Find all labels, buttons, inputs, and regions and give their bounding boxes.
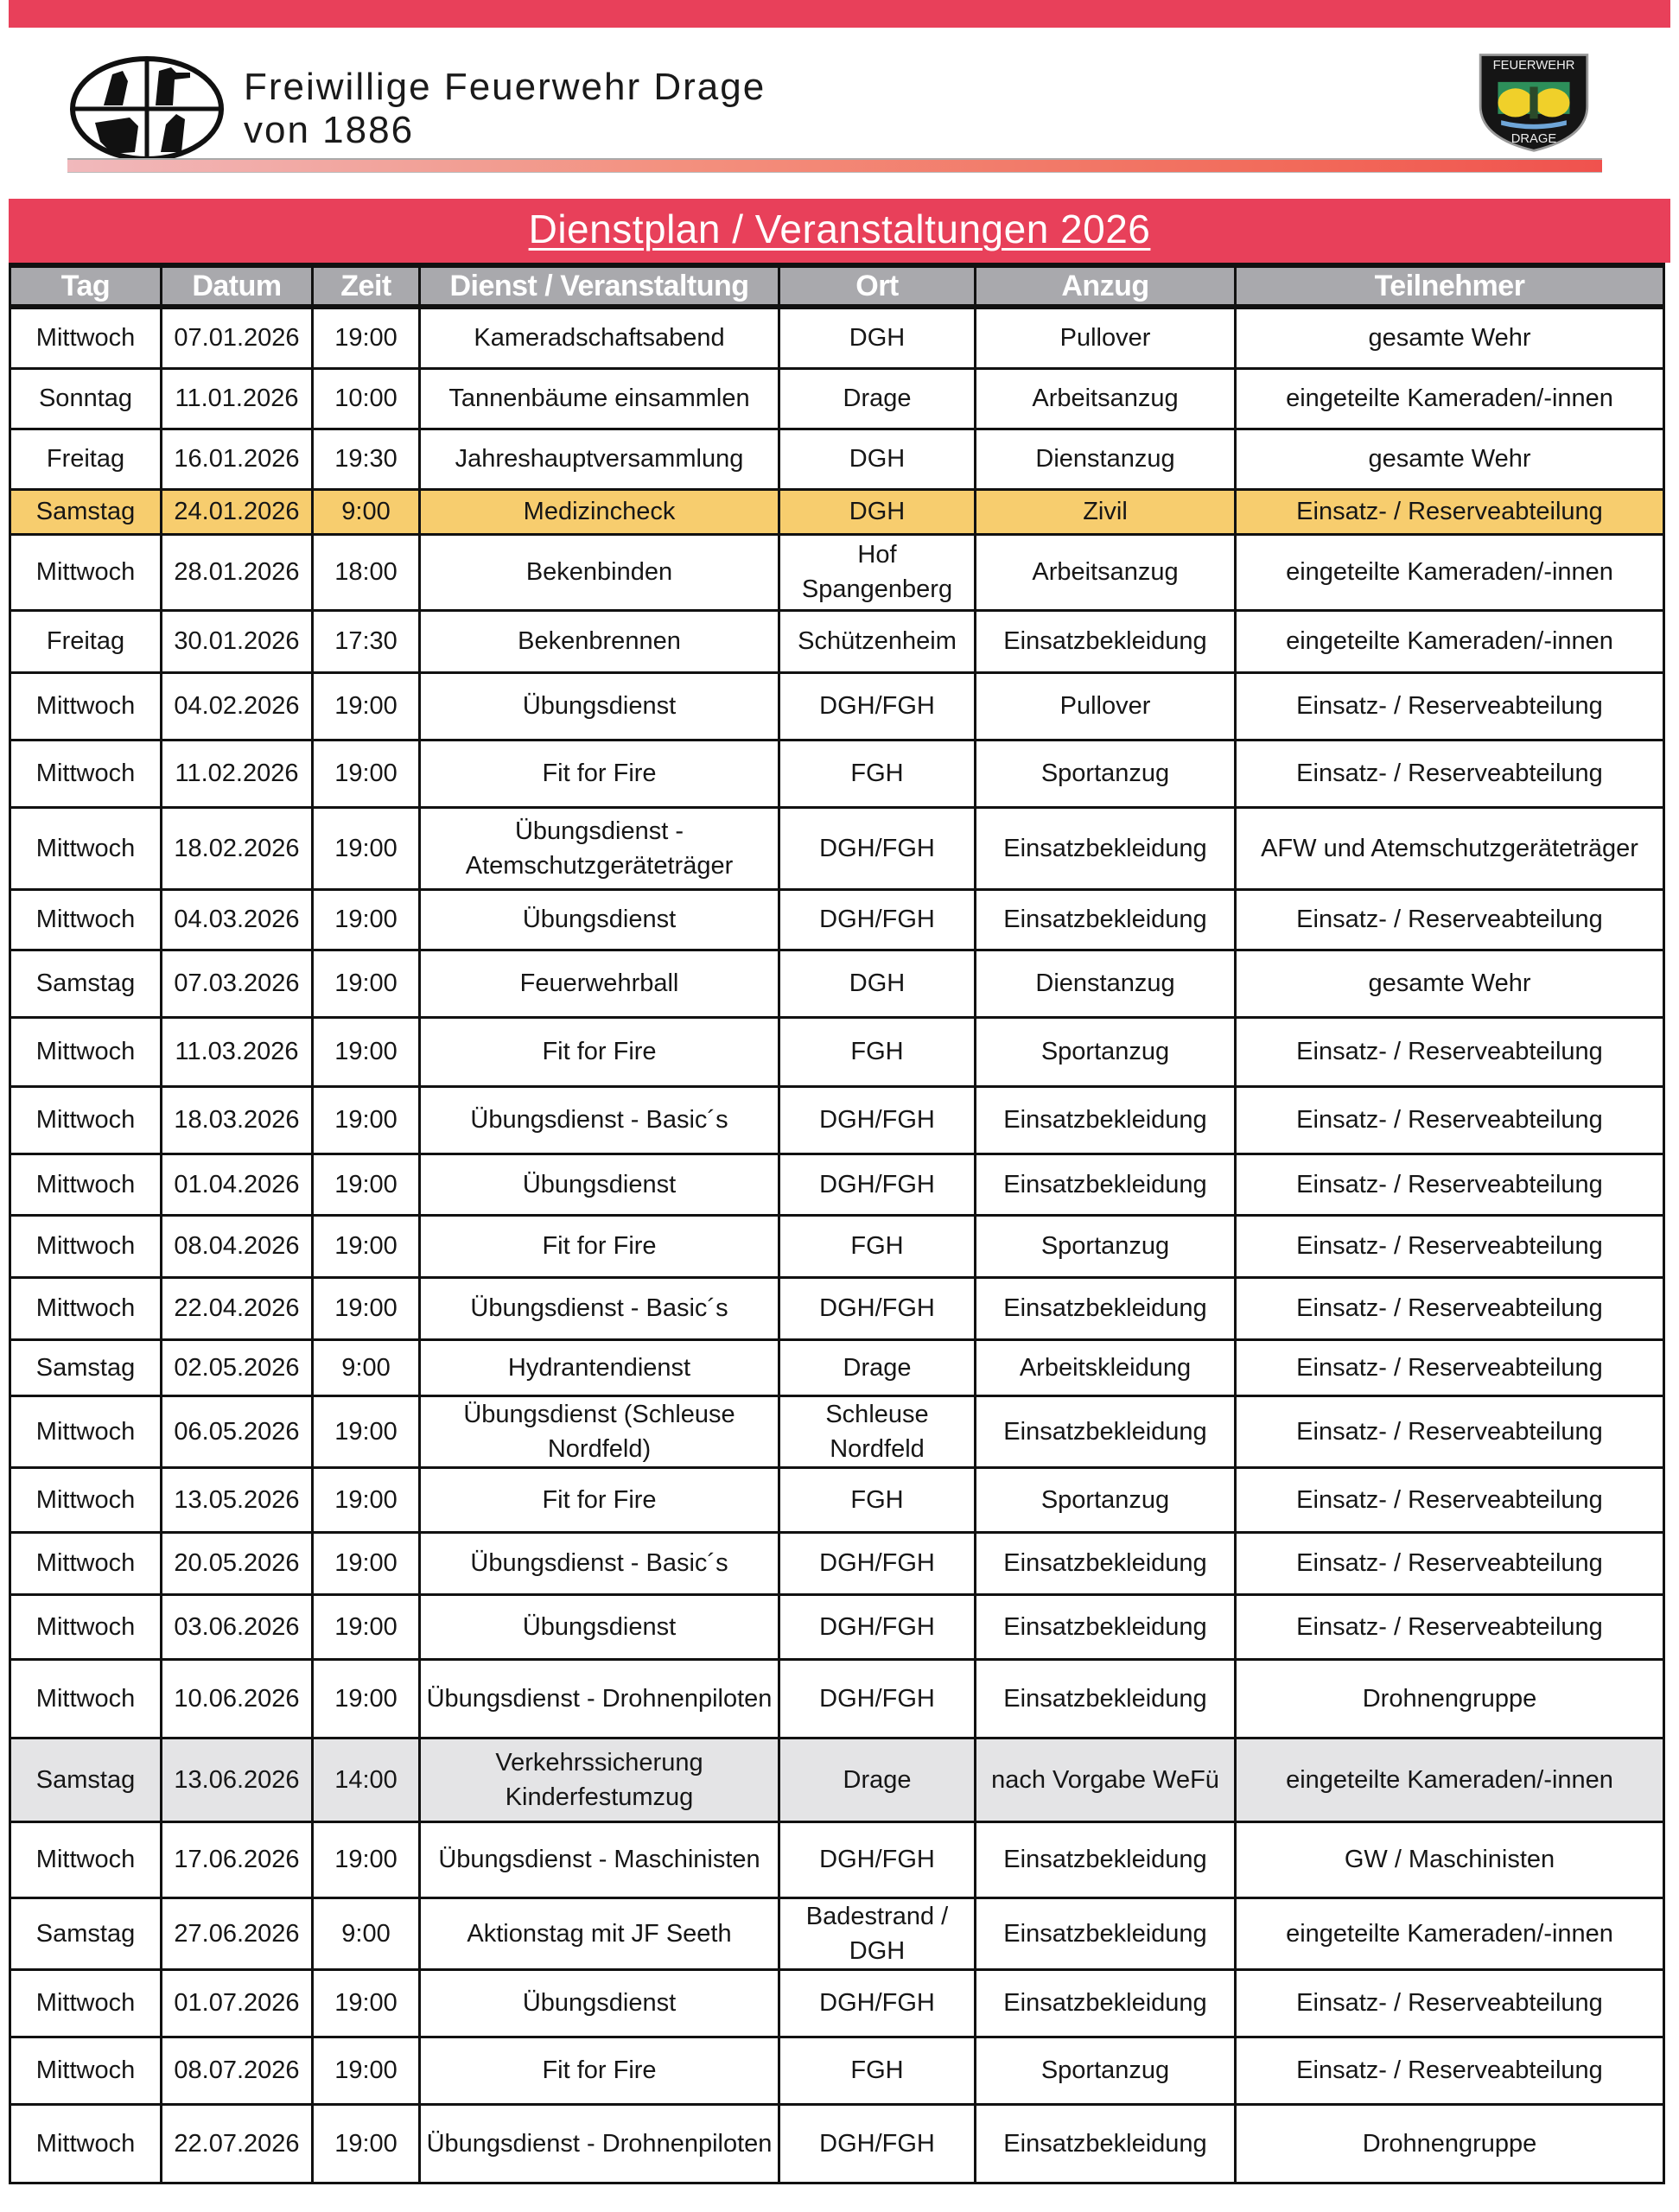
cell-teilnehmer: eingeteilte Kameraden/-innen bbox=[1236, 1738, 1664, 1821]
table-row bbox=[10, 950, 1664, 1017]
column-header-dienst: Dienst / Veranstaltung bbox=[420, 265, 779, 307]
cell-zeit: 19:00 bbox=[313, 889, 420, 950]
cell-dienst: Bekenbinden bbox=[420, 534, 779, 610]
cell-zeit: 19:30 bbox=[313, 429, 420, 489]
cell-anzug: Sportanzug bbox=[976, 1467, 1236, 1532]
cell-dienst: Fit for Fire bbox=[420, 2037, 779, 2104]
cell-teilnehmer: gesamte Wehr bbox=[1236, 429, 1664, 489]
table-row bbox=[10, 1215, 1664, 1277]
cell-dienst: Übungsdienst - Maschinisten bbox=[420, 1821, 779, 1897]
cell-zeit: 19:00 bbox=[313, 807, 420, 889]
table-row bbox=[10, 1339, 1664, 1395]
cell-anzug: Einsatzbekleidung bbox=[976, 1086, 1236, 1154]
cell-anzug: Einsatzbekleidung bbox=[976, 889, 1236, 950]
cell-dienst: Übungsdienst - Drohnenpiloten bbox=[420, 2104, 779, 2183]
cell-anzug: Einsatzbekleidung bbox=[976, 1395, 1236, 1467]
cell-anzug: Einsatzbekleidung bbox=[976, 1532, 1236, 1594]
header-divider bbox=[67, 158, 1602, 173]
cell-datum: 22.04.2026 bbox=[162, 1277, 313, 1339]
cell-anzug: Zivil bbox=[976, 489, 1236, 534]
cell-tag: Mittwoch bbox=[10, 1086, 162, 1154]
cell-tag: Mittwoch bbox=[10, 1969, 162, 2037]
cell-anzug: Einsatzbekleidung bbox=[976, 1154, 1236, 1215]
cell-anzug: Einsatzbekleidung bbox=[976, 1277, 1236, 1339]
table-row bbox=[10, 1897, 1664, 1969]
column-header-datum: Datum bbox=[162, 265, 313, 307]
cell-dienst: Kameradschaftsabend bbox=[420, 307, 779, 368]
cell-tag: Mittwoch bbox=[10, 1659, 162, 1738]
table-row bbox=[10, 1017, 1664, 1086]
cell-datum: 17.06.2026 bbox=[162, 1821, 313, 1897]
cell-datum: 07.01.2026 bbox=[162, 307, 313, 368]
cell-datum: 13.06.2026 bbox=[162, 1738, 313, 1821]
cell-ort: DGH/FGH bbox=[779, 1594, 976, 1659]
column-header-anzug: Anzug bbox=[976, 265, 1236, 307]
cell-tag: Mittwoch bbox=[10, 1395, 162, 1467]
cell-tag: Samstag bbox=[10, 1339, 162, 1395]
cell-teilnehmer: Einsatz- / Reserveabteilung bbox=[1236, 1467, 1664, 1532]
cell-zeit: 19:00 bbox=[313, 1467, 420, 1532]
cell-tag: Mittwoch bbox=[10, 672, 162, 740]
cell-datum: 02.05.2026 bbox=[162, 1339, 313, 1395]
cell-datum: 18.03.2026 bbox=[162, 1086, 313, 1154]
cell-datum: 24.01.2026 bbox=[162, 489, 313, 534]
cell-teilnehmer: Einsatz- / Reserveabteilung bbox=[1236, 740, 1664, 807]
cell-ort: Badestrand / DGH bbox=[779, 1897, 976, 1969]
cell-teilnehmer: Drohnengruppe bbox=[1236, 1659, 1664, 1738]
cell-ort: DGH/FGH bbox=[779, 807, 976, 889]
table-header-row bbox=[10, 265, 1664, 307]
cell-zeit: 19:00 bbox=[313, 1017, 420, 1086]
cell-zeit: 19:00 bbox=[313, 2104, 420, 2183]
cell-zeit: 19:00 bbox=[313, 1277, 420, 1339]
cell-anzug: Pullover bbox=[976, 672, 1236, 740]
cell-anzug: Einsatzbekleidung bbox=[976, 1594, 1236, 1659]
cell-dienst: Fit for Fire bbox=[420, 1467, 779, 1532]
cell-teilnehmer: eingeteilte Kameraden/-innen bbox=[1236, 534, 1664, 610]
table-row bbox=[10, 1532, 1664, 1594]
cell-datum: 03.06.2026 bbox=[162, 1594, 313, 1659]
cell-ort: DGH/FGH bbox=[779, 1086, 976, 1154]
cell-zeit: 19:00 bbox=[313, 1086, 420, 1154]
firefighter-emblem-icon bbox=[69, 55, 225, 162]
cell-teilnehmer: Einsatz- / Reserveabteilung bbox=[1236, 889, 1664, 950]
cell-datum: 30.01.2026 bbox=[162, 610, 313, 672]
cell-anzug: Pullover bbox=[976, 307, 1236, 368]
cell-ort: FGH bbox=[779, 740, 976, 807]
cell-anzug: Arbeitskleidung bbox=[976, 1339, 1236, 1395]
cell-datum: 20.05.2026 bbox=[162, 1532, 313, 1594]
cell-anzug: Einsatzbekleidung bbox=[976, 1897, 1236, 1969]
cell-anzug: Arbeitsanzug bbox=[976, 534, 1236, 610]
cell-ort: Drage bbox=[779, 368, 976, 429]
cell-teilnehmer: Einsatz- / Reserveabteilung bbox=[1236, 1215, 1664, 1277]
cell-dienst: Übungsdienst (Schleuse Nordfeld) bbox=[420, 1395, 779, 1467]
cell-teilnehmer: Einsatz- / Reserveabteilung bbox=[1236, 1969, 1664, 2037]
table-row bbox=[10, 610, 1664, 672]
cell-dienst: Übungsdienst bbox=[420, 1154, 779, 1215]
cell-zeit: 9:00 bbox=[313, 1339, 420, 1395]
cell-tag: Freitag bbox=[10, 610, 162, 672]
cell-dienst: Übungsdienst bbox=[420, 889, 779, 950]
cell-zeit: 19:00 bbox=[313, 307, 420, 368]
cell-ort: Hof Spangenberg bbox=[779, 534, 976, 610]
cell-datum: 08.04.2026 bbox=[162, 1215, 313, 1277]
cell-tag: Mittwoch bbox=[10, 1821, 162, 1897]
cell-tag: Mittwoch bbox=[10, 1532, 162, 1594]
cell-ort: Schützenheim bbox=[779, 610, 976, 672]
cell-dienst: Übungsdienst - Basic´s bbox=[420, 1277, 779, 1339]
shield-top-text: FEUERWEHR bbox=[1492, 59, 1575, 73]
cell-tag: Mittwoch bbox=[10, 1017, 162, 1086]
cell-teilnehmer: Einsatz- / Reserveabteilung bbox=[1236, 672, 1664, 740]
cell-zeit: 10:00 bbox=[313, 368, 420, 429]
table-row bbox=[10, 1467, 1664, 1532]
cell-tag: Mittwoch bbox=[10, 740, 162, 807]
cell-anzug: Einsatzbekleidung bbox=[976, 807, 1236, 889]
cell-anzug: Einsatzbekleidung bbox=[976, 610, 1236, 672]
cell-teilnehmer: GW / Maschinisten bbox=[1236, 1821, 1664, 1897]
cell-teilnehmer: Einsatz- / Reserveabteilung bbox=[1236, 1017, 1664, 1086]
cell-teilnehmer: Einsatz- / Reserveabteilung bbox=[1236, 2037, 1664, 2104]
table-row bbox=[10, 1086, 1664, 1154]
column-header-teilnehmer: Teilnehmer bbox=[1236, 265, 1664, 307]
cell-ort: DGH bbox=[779, 307, 976, 368]
cell-ort: DGH/FGH bbox=[779, 1532, 976, 1594]
cell-teilnehmer: Einsatz- / Reserveabteilung bbox=[1236, 1339, 1664, 1395]
cell-tag: Mittwoch bbox=[10, 889, 162, 950]
cell-ort: FGH bbox=[779, 2037, 976, 2104]
cell-teilnehmer: Einsatz- / Reserveabteilung bbox=[1236, 1277, 1664, 1339]
cell-ort: DGH/FGH bbox=[779, 1277, 976, 1339]
cell-ort: DGH/FGH bbox=[779, 1154, 976, 1215]
title-band bbox=[9, 199, 1670, 263]
cell-anzug: Einsatzbekleidung bbox=[976, 1969, 1236, 2037]
cell-anzug: Einsatzbekleidung bbox=[976, 1659, 1236, 1738]
cell-datum: 06.05.2026 bbox=[162, 1395, 313, 1467]
feuerwehr-drage-shield-icon bbox=[1469, 50, 1599, 154]
cell-ort: FGH bbox=[779, 1467, 976, 1532]
table-row bbox=[10, 1659, 1664, 1738]
column-header-ort: Ort bbox=[779, 265, 976, 307]
cell-zeit: 19:00 bbox=[313, 740, 420, 807]
cell-tag: Mittwoch bbox=[10, 1215, 162, 1277]
cell-anzug: Dienstanzug bbox=[976, 429, 1236, 489]
cell-tag: Mittwoch bbox=[10, 1594, 162, 1659]
cell-zeit: 9:00 bbox=[313, 489, 420, 534]
cell-zeit: 19:00 bbox=[313, 1395, 420, 1467]
cell-datum: 27.06.2026 bbox=[162, 1897, 313, 1969]
cell-dienst: Übungsdienst - Basic´s bbox=[420, 1086, 779, 1154]
cell-dienst: Fit for Fire bbox=[420, 1017, 779, 1086]
table-row bbox=[10, 489, 1664, 534]
cell-ort: Schleuse Nordfeld bbox=[779, 1395, 976, 1467]
cell-dienst: Medizincheck bbox=[420, 489, 779, 534]
cell-ort: DGH bbox=[779, 950, 976, 1017]
cell-ort: DGH bbox=[779, 489, 976, 534]
table-row bbox=[10, 1821, 1664, 1897]
cell-datum: 01.04.2026 bbox=[162, 1154, 313, 1215]
table-row bbox=[10, 672, 1664, 740]
cell-dienst: Übungsdienst bbox=[420, 1969, 779, 2037]
cell-dienst: Übungsdienst - Atemschutzgeräteträger bbox=[420, 807, 779, 889]
cell-tag: Samstag bbox=[10, 1897, 162, 1969]
cell-teilnehmer: Einsatz- / Reserveabteilung bbox=[1236, 1154, 1664, 1215]
cell-teilnehmer: eingeteilte Kameraden/-innen bbox=[1236, 610, 1664, 672]
cell-tag: Mittwoch bbox=[10, 2104, 162, 2183]
cell-dienst: Verkehrssicherung Kinderfestumzug bbox=[420, 1738, 779, 1821]
cell-zeit: 19:00 bbox=[313, 1594, 420, 1659]
cell-datum: 22.07.2026 bbox=[162, 2104, 313, 2183]
table-row bbox=[10, 1277, 1664, 1339]
cell-ort: FGH bbox=[779, 1215, 976, 1277]
cell-teilnehmer: eingeteilte Kameraden/-innen bbox=[1236, 1897, 1664, 1969]
cell-ort: DGH/FGH bbox=[779, 672, 976, 740]
cell-tag: Sonntag bbox=[10, 368, 162, 429]
cell-teilnehmer: Einsatz- / Reserveabteilung bbox=[1236, 489, 1664, 534]
cell-ort: DGH bbox=[779, 429, 976, 489]
top-red-band bbox=[9, 0, 1670, 28]
cell-dienst: Tannenbäume einsammlen bbox=[420, 368, 779, 429]
cell-dienst: Aktionstag mit JF Seeth bbox=[420, 1897, 779, 1969]
cell-tag: Samstag bbox=[10, 950, 162, 1017]
cell-tag: Mittwoch bbox=[10, 307, 162, 368]
table-row bbox=[10, 2104, 1664, 2183]
cell-anzug: Einsatzbekleidung bbox=[976, 1821, 1236, 1897]
cell-datum: 11.03.2026 bbox=[162, 1017, 313, 1086]
cell-ort: Drage bbox=[779, 1738, 976, 1821]
cell-anzug: Einsatzbekleidung bbox=[976, 2104, 1236, 2183]
cell-zeit: 19:00 bbox=[313, 1532, 420, 1594]
cell-tag: Mittwoch bbox=[10, 807, 162, 889]
table-row bbox=[10, 368, 1664, 429]
cell-anzug: Arbeitsanzug bbox=[976, 368, 1236, 429]
cell-datum: 04.03.2026 bbox=[162, 889, 313, 950]
cell-datum: 01.07.2026 bbox=[162, 1969, 313, 2037]
cell-dienst: Fit for Fire bbox=[420, 740, 779, 807]
cell-dienst: Übungsdienst - Drohnenpiloten bbox=[420, 1659, 779, 1738]
cell-tag: Mittwoch bbox=[10, 2037, 162, 2104]
cell-dienst: Bekenbrennen bbox=[420, 610, 779, 672]
cell-tag: Mittwoch bbox=[10, 1277, 162, 1339]
shield-bottom-text: DRAGE bbox=[1510, 132, 1557, 147]
cell-zeit: 19:00 bbox=[313, 1215, 420, 1277]
table-row bbox=[10, 740, 1664, 807]
table-row bbox=[10, 307, 1664, 368]
cell-zeit: 19:00 bbox=[313, 1969, 420, 2037]
cell-zeit: 19:00 bbox=[313, 1821, 420, 1897]
cell-datum: 11.02.2026 bbox=[162, 740, 313, 807]
cell-dienst: Jahreshauptversammlung bbox=[420, 429, 779, 489]
cell-datum: 10.06.2026 bbox=[162, 1659, 313, 1738]
cell-zeit: 9:00 bbox=[313, 1897, 420, 1969]
cell-zeit: 17:30 bbox=[313, 610, 420, 672]
column-header-zeit: Zeit bbox=[313, 265, 420, 307]
org-name-line2: von 1886 bbox=[244, 109, 415, 151]
cell-datum: 07.03.2026 bbox=[162, 950, 313, 1017]
table-row bbox=[10, 807, 1664, 889]
cell-ort: DGH/FGH bbox=[779, 1659, 976, 1738]
table-row bbox=[10, 429, 1664, 489]
cell-anzug: Sportanzug bbox=[976, 740, 1236, 807]
org-name-line1: Freiwillige Feuerwehr Drage bbox=[244, 66, 766, 108]
cell-teilnehmer: Einsatz- / Reserveabteilung bbox=[1236, 1594, 1664, 1659]
cell-datum: 16.01.2026 bbox=[162, 429, 313, 489]
cell-zeit: 19:00 bbox=[313, 672, 420, 740]
cell-dienst: Übungsdienst bbox=[420, 1594, 779, 1659]
table-row bbox=[10, 1969, 1664, 2037]
cell-teilnehmer: Einsatz- / Reserveabteilung bbox=[1236, 1532, 1664, 1594]
cell-anzug: Sportanzug bbox=[976, 2037, 1236, 2104]
cell-dienst: Feuerwehrball bbox=[420, 950, 779, 1017]
cell-ort: DGH/FGH bbox=[779, 889, 976, 950]
cell-anzug: Sportanzug bbox=[976, 1017, 1236, 1086]
cell-teilnehmer: Drohnengruppe bbox=[1236, 2104, 1664, 2183]
cell-zeit: 14:00 bbox=[313, 1738, 420, 1821]
cell-dienst: Fit for Fire bbox=[420, 1215, 779, 1277]
table-row bbox=[10, 1594, 1664, 1659]
table-body bbox=[10, 307, 1664, 2183]
table-row bbox=[10, 2037, 1664, 2104]
table-row bbox=[10, 1154, 1664, 1215]
cell-zeit: 19:00 bbox=[313, 2037, 420, 2104]
cell-tag: Samstag bbox=[10, 1738, 162, 1821]
cell-teilnehmer: AFW und Atemschutzgeräteträger bbox=[1236, 807, 1664, 889]
cell-ort: FGH bbox=[779, 1017, 976, 1086]
cell-datum: 04.02.2026 bbox=[162, 672, 313, 740]
cell-anzug: Dienstanzug bbox=[976, 950, 1236, 1017]
table-row bbox=[10, 889, 1664, 950]
schedule-table bbox=[9, 263, 1665, 2184]
cell-ort: DGH/FGH bbox=[779, 2104, 976, 2183]
page-title: Dienstplan / Veranstaltungen 2026 bbox=[528, 207, 1151, 251]
organization-name bbox=[244, 66, 766, 152]
cell-datum: 28.01.2026 bbox=[162, 534, 313, 610]
cell-teilnehmer: Einsatz- / Reserveabteilung bbox=[1236, 1395, 1664, 1467]
cell-zeit: 18:00 bbox=[313, 534, 420, 610]
cell-dienst: Übungsdienst bbox=[420, 672, 779, 740]
cell-datum: 13.05.2026 bbox=[162, 1467, 313, 1532]
cell-tag: Freitag bbox=[10, 429, 162, 489]
cell-ort: DGH/FGH bbox=[779, 1969, 976, 2037]
cell-tag: Samstag bbox=[10, 489, 162, 534]
cell-anzug: Sportanzug bbox=[976, 1215, 1236, 1277]
cell-tag: Mittwoch bbox=[10, 1154, 162, 1215]
cell-ort: DGH/FGH bbox=[779, 1821, 976, 1897]
table-row bbox=[10, 1395, 1664, 1467]
cell-zeit: 19:00 bbox=[313, 1154, 420, 1215]
cell-dienst: Hydrantendienst bbox=[420, 1339, 779, 1395]
cell-tag: Mittwoch bbox=[10, 1467, 162, 1532]
cell-datum: 11.01.2026 bbox=[162, 368, 313, 429]
cell-teilnehmer: gesamte Wehr bbox=[1236, 950, 1664, 1017]
cell-datum: 08.07.2026 bbox=[162, 2037, 313, 2104]
cell-anzug: nach Vorgabe WeFü bbox=[976, 1738, 1236, 1821]
cell-tag: Mittwoch bbox=[10, 534, 162, 610]
cell-teilnehmer: gesamte Wehr bbox=[1236, 307, 1664, 368]
cell-ort: Drage bbox=[779, 1339, 976, 1395]
cell-datum: 18.02.2026 bbox=[162, 807, 313, 889]
cell-zeit: 19:00 bbox=[313, 950, 420, 1017]
column-header-tag: Tag bbox=[10, 265, 162, 307]
table-row bbox=[10, 534, 1664, 610]
cell-teilnehmer: eingeteilte Kameraden/-innen bbox=[1236, 368, 1664, 429]
table-row bbox=[10, 1738, 1664, 1821]
cell-dienst: Übungsdienst - Basic´s bbox=[420, 1532, 779, 1594]
cell-zeit: 19:00 bbox=[313, 1659, 420, 1738]
cell-teilnehmer: Einsatz- / Reserveabteilung bbox=[1236, 1086, 1664, 1154]
